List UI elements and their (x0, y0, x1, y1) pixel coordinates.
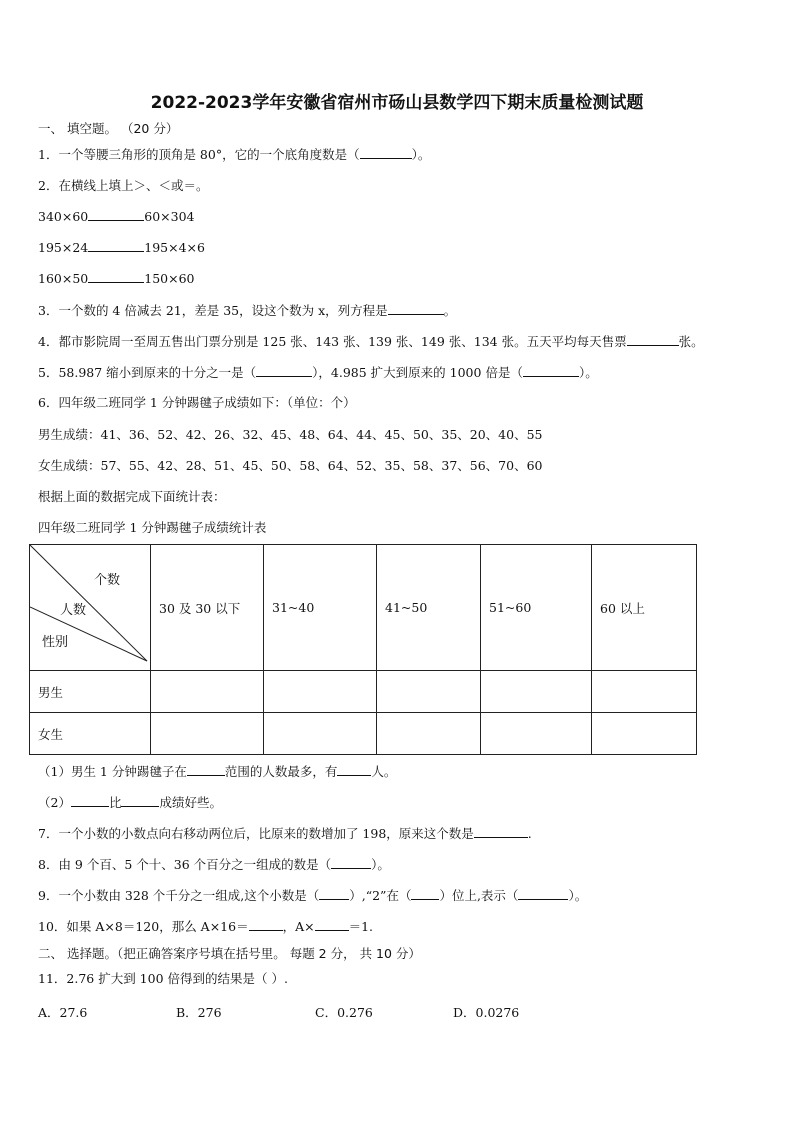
statistics-table (29, 544, 697, 755)
answer-blank[interactable] (627, 333, 679, 346)
row-header: 女生 (30, 713, 151, 755)
question-2: 2．在横线上填上＞、＜或＝。 (38, 178, 209, 193)
answer-blank[interactable] (331, 856, 371, 869)
table-cell[interactable] (377, 671, 481, 713)
answer-blank[interactable] (337, 763, 371, 776)
answer-blank[interactable] (88, 208, 144, 221)
answer-blank[interactable] (315, 918, 349, 931)
table-title: 四年级二班同学 1 分钟踢毽子成绩统计表 (38, 520, 267, 535)
question-11: 11．2.76 扩大到 100 倍得到的结果是（ ）. (38, 971, 288, 986)
table-row (30, 713, 697, 755)
question-2-item-a: 340×60 60×304 (38, 209, 195, 224)
corner-label-people: 人数 (60, 603, 87, 618)
question-4: 4．都市影院周一至周五售出门票分别是 125 张、143 张、139 张、149 张、134 张。五天平均每天售票 张。 (38, 334, 704, 349)
table-cell[interactable] (592, 671, 697, 713)
option-d[interactable]: D．0.0276 (453, 1005, 520, 1020)
table-cell[interactable] (151, 713, 264, 755)
table-row (30, 671, 697, 713)
column-header: 51~60 (481, 545, 592, 671)
answer-blank[interactable] (474, 825, 528, 838)
girls-scores: 女生成绩：57、55、42、28、51、45、50、58、64、52、35、58、37、56、70、60 (38, 458, 543, 473)
option-c[interactable]: C．0.276 (315, 1005, 373, 1020)
question-6-2: （2） 比 成绩好些。 (38, 795, 222, 810)
answer-blank[interactable] (518, 887, 568, 900)
table-cell[interactable] (481, 671, 592, 713)
table-cell[interactable] (377, 713, 481, 755)
corner-label-gender: 性别 (42, 635, 69, 650)
answer-blank[interactable] (187, 763, 225, 776)
answer-blank[interactable] (388, 302, 444, 315)
question-6-instruction: 根据上面的数据完成下面统计表： (38, 489, 226, 504)
page-title: 2022-2023学年安徽省宿州市砀山县数学四下期末质量检测试题 (150, 93, 644, 113)
diagonal-header-cell (30, 545, 151, 671)
question-9: 9．一个小数由 328 个千分之一组成,这个小数是（ ）,“2”在（ ）位上,表示（ ）。 (38, 888, 588, 903)
section-fill-in-heading: 一、 填空题。 （20 分） (38, 121, 179, 136)
column-header: 41~50 (377, 545, 481, 671)
option-b[interactable]: B．276 (176, 1005, 222, 1020)
answer-blank[interactable] (249, 918, 283, 931)
column-header: 60 以上 (592, 545, 697, 671)
table-cell[interactable] (264, 671, 377, 713)
answer-blank[interactable] (88, 270, 144, 283)
question-5: 5．58.987 缩小到原来的十分之一是（ ），4.985 扩大到原来的 1000 倍是（ ）。 (38, 365, 598, 380)
corner-label-count: 个数 (94, 573, 121, 588)
table-cell[interactable] (264, 713, 377, 755)
answer-blank[interactable] (411, 887, 439, 900)
question-3: 3．一个数的 4 倍减去 21，差是 35，设这个数为 x，列方程是 。 (38, 303, 457, 318)
answer-blank[interactable] (523, 364, 579, 377)
question-2-item-b: 195×24 195×4×6 (38, 240, 205, 255)
column-header: 31~40 (264, 545, 377, 671)
question-1: 1．一个等腰三角形的顶角是 80°，它的一个底角度数是（ ）。 (38, 147, 431, 162)
table-cell[interactable] (151, 671, 264, 713)
answer-blank[interactable] (319, 887, 349, 900)
table-cell[interactable] (592, 713, 697, 755)
diagonal-lines (30, 545, 151, 670)
row-header: 男生 (30, 671, 151, 713)
answer-blank[interactable] (71, 794, 109, 807)
table-cell[interactable] (481, 713, 592, 755)
question-2-item-c: 160×50 150×60 (38, 271, 195, 286)
boys-scores: 男生成绩：41、36、52、42、26、32、45、48、64、44、45、50、35、20、40、55 (38, 427, 543, 442)
answer-blank[interactable] (256, 364, 312, 377)
answer-blank[interactable] (360, 146, 412, 159)
answer-blank[interactable] (88, 239, 144, 252)
question-10: 10．如果 A×8＝120，那么 A×16＝ ，A× ＝1. (38, 919, 374, 934)
question-8: 8．由 9 个百、5 个十、36 个百分之一组成的数是（ ）。 (38, 857, 390, 872)
question-7: 7．一个小数的小数点向右移动两位后，比原来的数增加了 198，原来这个数是 . (38, 826, 532, 841)
option-a[interactable]: A．27.6 (38, 1005, 88, 1020)
section-choice-heading: 二、 选择题。（把正确答案序号填在括号里。 每题 2 分， 共 10 分） (38, 946, 421, 961)
question-6-1: （1）男生 1 分钟踢毽子在 范围的人数最多，有 人。 (38, 764, 397, 779)
question-6: 6．四年级二班同学 1 分钟踢毽子成绩如下：（单位：个） (38, 395, 356, 410)
table-header-row (30, 545, 697, 671)
answer-blank[interactable] (121, 794, 159, 807)
column-header: 30 及 30 以下 (151, 545, 264, 671)
